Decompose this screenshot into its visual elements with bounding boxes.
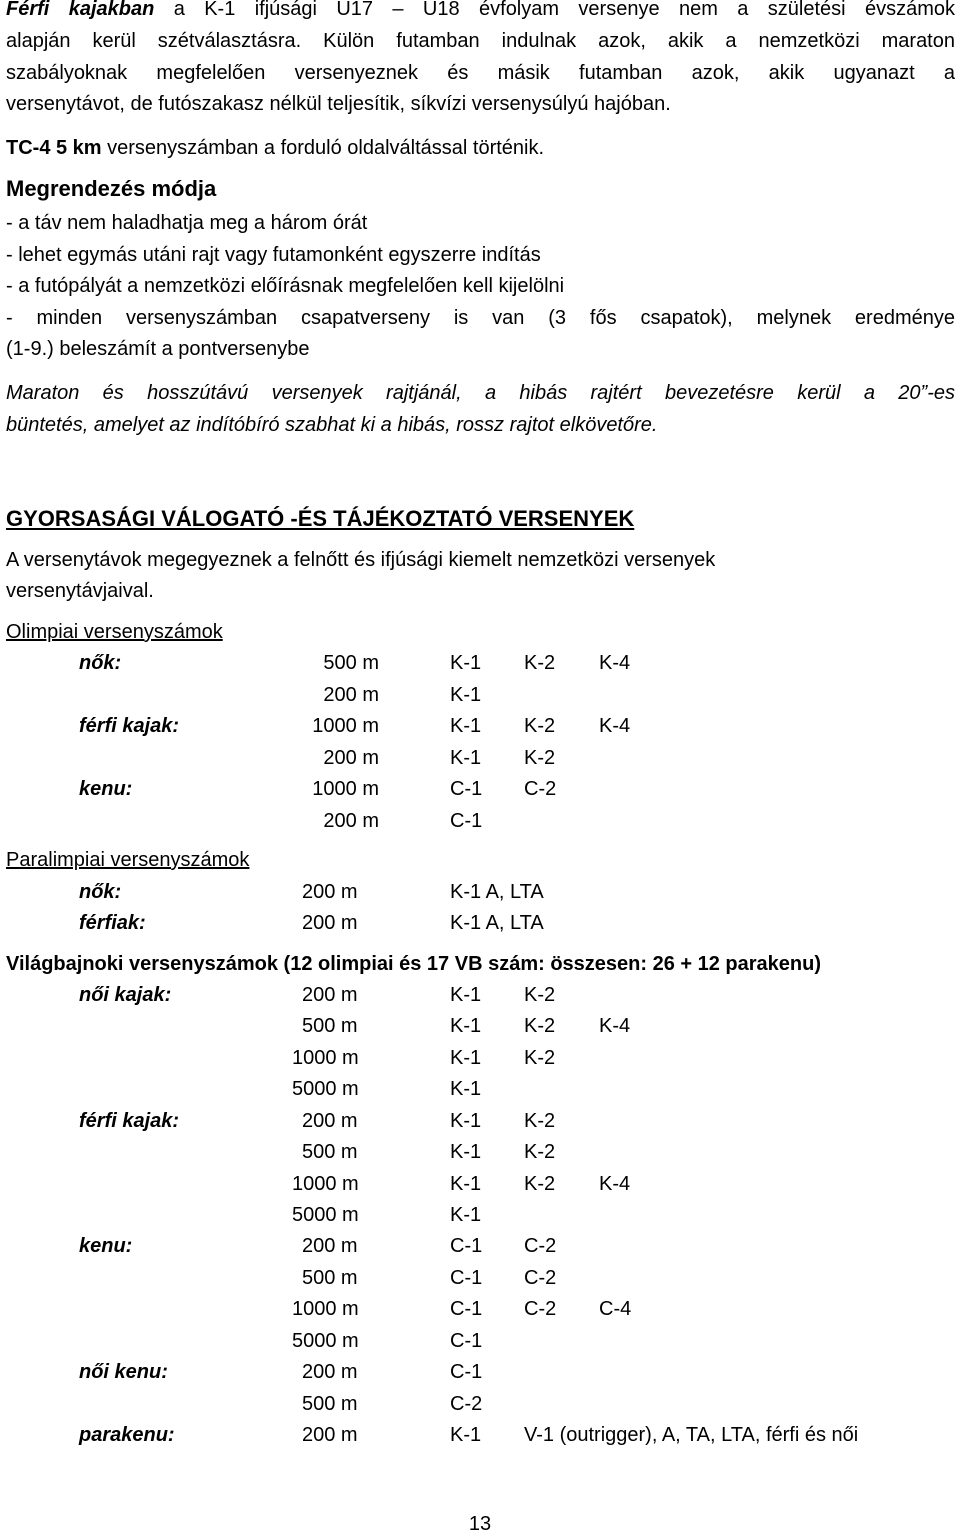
distance: 200 m — [323, 747, 379, 769]
boat-class: K-4 — [599, 715, 631, 737]
boat-class: C-1 — [450, 810, 483, 832]
boat-class: K-4 — [599, 1015, 631, 1037]
boat-class: K-1 — [450, 715, 482, 737]
tc4-text: versenyszámban a forduló oldalváltással történik. — [101, 137, 545, 159]
category-label: parakenu: — [79, 1424, 175, 1446]
boat-class: C-2 — [450, 1393, 483, 1415]
distance: 5000 m — [292, 1078, 359, 1100]
category-label: nők: — [79, 652, 122, 674]
distance: 500 m — [302, 1141, 358, 1163]
boat-class: K-1 — [450, 1173, 482, 1195]
boat-class: C-2 — [524, 1235, 557, 1257]
distance: 200 m — [302, 1235, 358, 1257]
boat-class: C-1 — [450, 778, 483, 800]
boat-class: K-2 — [524, 984, 556, 1006]
world-heading: Világbajnoki versenyszámok (12 olimpiai és 17 VB szám: összesen: 26 + 12 parakenu) — [6, 953, 822, 975]
distance: 200 m — [302, 881, 358, 903]
boat-class: C-1 — [450, 1235, 483, 1257]
distance: 200 m — [302, 1424, 358, 1446]
boat-class: C-2 — [524, 1298, 557, 1320]
boat-class: K-1 — [450, 1424, 482, 1446]
intro-line-3: szabályoknak megfelelően versenyeznek és másik futamban azok, akik ugyanazt a — [6, 62, 955, 84]
boat-class: K-1 A, LTA — [450, 881, 544, 903]
category-label: kenu: — [79, 778, 133, 800]
category-label: férfiak: — [79, 912, 146, 934]
distance: 1000 m — [312, 778, 379, 800]
distance: 500 m — [323, 652, 379, 674]
boat-class: K-1 — [450, 1078, 482, 1100]
boat-class: V-1 (outrigger), A, TA, LTA, férfi és női — [524, 1424, 859, 1446]
category-label: női kenu: — [79, 1361, 168, 1383]
boat-class: K-2 — [524, 1015, 556, 1037]
boat-class: C-1 — [450, 1361, 483, 1383]
category-label: nők: — [79, 881, 122, 903]
order-item: - a táv nem haladhatja meg a három órát — [6, 212, 368, 234]
boat-class: C-2 — [524, 778, 557, 800]
boat-class: K-1 — [450, 1047, 482, 1069]
category-label: kenu: — [79, 1235, 133, 1257]
order-item: - minden versenyszámban csapatverseny is van (3 fős csapatok), melynek eredménye — [6, 307, 955, 329]
category-label: női kajak: — [79, 984, 172, 1006]
boat-class: C-4 — [599, 1298, 632, 1320]
order-item-continued: (1-9.) beleszámít a pontversenybe — [6, 338, 310, 360]
boat-class: K-1 — [450, 684, 482, 706]
distance: 200 m — [302, 1361, 358, 1383]
distance: 200 m — [323, 684, 379, 706]
olympic-heading — [6, 617, 223, 647]
speed-desc-line-1: A versenytávok megegyeznek a felnőtt és ifjúsági kiemelt nemzetközi versenyek — [6, 549, 716, 571]
olympic-heading-text: Olimpiai versenyszámok — [6, 621, 223, 643]
boat-class: C-1 — [450, 1330, 483, 1352]
boat-class: K-2 — [524, 1173, 556, 1195]
boat-class: K-2 — [524, 1047, 556, 1069]
boat-class: C-1 — [450, 1298, 483, 1320]
speed-desc-line-2: versenytávjaival. — [6, 580, 154, 602]
intro-line-1 — [6, 0, 955, 24]
distance: 1000 m — [292, 1298, 359, 1320]
order-item: - lehet egymás utáni rajt vagy futamonként egyszerre indítás — [6, 244, 541, 266]
intro-label: Férfi kajakban — [6, 0, 155, 20]
penalty-line-1: Maraton és hosszútávú versenyek rajtjánál, a hibás rajtért bevezetésre kerül a 20”-es — [6, 382, 955, 404]
distance: 5000 m — [292, 1330, 359, 1352]
order-item: - a futópályát a nemzetközi előírásnak megfelelően kell kijelölni — [6, 275, 565, 297]
tc4-label: TC-4 5 km — [6, 137, 102, 159]
paralympic-heading-text: Paralimpiai versenyszámok — [6, 849, 250, 871]
boat-class: K-4 — [599, 1173, 631, 1195]
boat-class: K-2 — [524, 652, 556, 674]
distance: 500 m — [302, 1015, 358, 1037]
distance: 1000 m — [292, 1173, 359, 1195]
distance: 200 m — [302, 984, 358, 1006]
category-label: férfi kajak: — [79, 715, 180, 737]
tc4-note — [6, 133, 544, 163]
section-heading-text: GYORSASÁGI VÁLOGATÓ -ÉS TÁJÉKOZTATÓ VERSENYEK — [6, 506, 635, 531]
distance: 500 m — [302, 1393, 358, 1415]
page-number: 13 — [468, 1513, 492, 1535]
boat-class: K-4 — [599, 652, 631, 674]
intro-line-2: alapján kerül szétválasztásra. Külön futamban indulnak azok, akik a nemzetközi maraton — [6, 30, 955, 52]
boat-class: K-2 — [524, 747, 556, 769]
section-heading — [6, 504, 634, 534]
boat-class: K-1 — [450, 984, 482, 1006]
distance: 5000 m — [292, 1204, 359, 1226]
distance: 200 m — [302, 912, 358, 934]
distance: 500 m — [302, 1267, 358, 1289]
boat-class: K-2 — [524, 715, 556, 737]
category-label: férfi kajak: — [79, 1110, 180, 1132]
boat-class: K-2 — [524, 1110, 556, 1132]
boat-class: K-1 — [450, 1110, 482, 1132]
intro-line-4: versenytávot, de futószakasz nélkül teljesítik, síkvízi versenysúlyú hajóban. — [6, 93, 671, 115]
boat-class: C-2 — [524, 1267, 557, 1289]
boat-class: K-2 — [524, 1141, 556, 1163]
intro-line-1-text: a K-1 ifjúsági U17 – U18 évfolyam versenye nem a születési évszámok — [154, 0, 955, 20]
boat-class: K-1 — [450, 1015, 482, 1037]
distance: 200 m — [323, 810, 379, 832]
boat-class: K-1 — [450, 1141, 482, 1163]
order-heading: Megrendezés módja — [6, 176, 217, 201]
distance: 1000 m — [292, 1047, 359, 1069]
distance: 1000 m — [312, 715, 379, 737]
boat-class: K-1 — [450, 747, 482, 769]
paralympic-heading — [6, 845, 249, 875]
boat-class: K-1 A, LTA — [450, 912, 544, 934]
distance: 200 m — [302, 1110, 358, 1132]
boat-class: K-1 — [450, 652, 482, 674]
boat-class: K-1 — [450, 1204, 482, 1226]
penalty-line-2: büntetés, amelyet az indítóbíró szabhat ki a hibás, rossz rajtot elkövetőre. — [6, 414, 658, 436]
boat-class: C-1 — [450, 1267, 483, 1289]
